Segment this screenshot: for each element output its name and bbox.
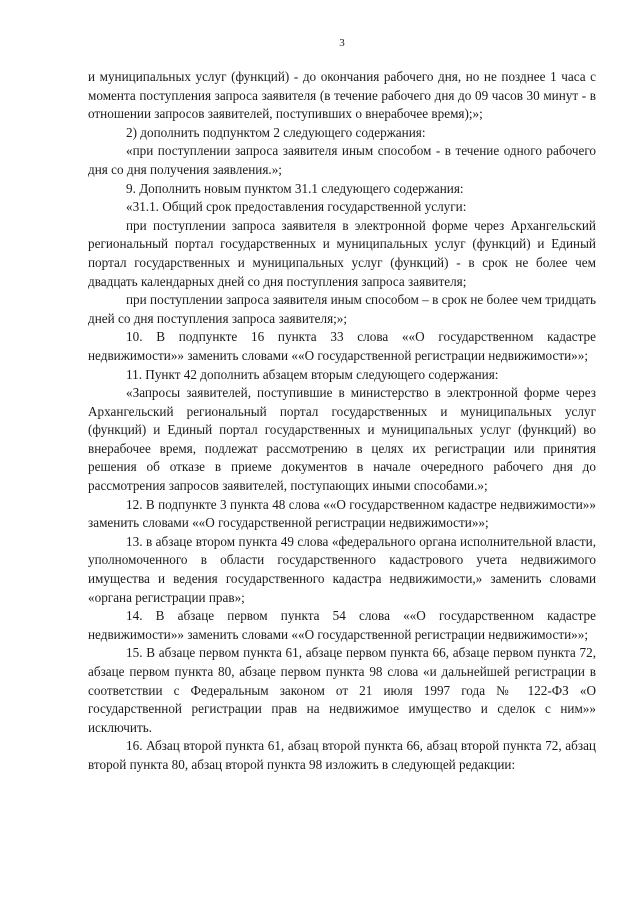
paragraph: при поступлении запроса заявителя иным способом – в срок не более чем тридцать дней со дня поступления запроса заявителя;»;	[88, 292, 597, 326]
document-body	[88, 68, 596, 775]
paragraph: 14. В абзаце первом пункта 54 слова ««О государственном кадастре недвижимости»» заменить словами ««О государственной регистрации недвижимости»»;	[88, 608, 596, 642]
page-number: 3	[339, 37, 345, 49]
paragraph: 12. В подпункте 3 пункта 48 слова ««О государственном кадастре недвижимости»» заменить словами ««О государственной регистрации недвижимости»»;	[88, 496, 596, 531]
paragraph: 9. Дополнить новым пунктом 31.1 следующего содержания:	[126, 180, 464, 196]
paragraph: и муниципальных услуг (функций) - до окончания рабочего дня, но не позднее 1 часа с момента поступления запроса заявителя (в течение рабочего дня до 09 часов 30 минут - в отношении запросов заявителей, поступивших о внерабочее время);»;	[88, 69, 596, 122]
paragraph: 15. В абзаце первом пункта 61, абзаце первом пункта 66, абзаце первом пункта 72, абзаце первом пункта 80, абзаце первом пункта 98 слова «и дальнейшей регистрации в соответствии с Федеральным законом от 21 июля 1997 года № 122-ФЗ «О государственной регистрации прав на недвижимое имущество и сделок с ним»» исключить.	[88, 645, 596, 735]
paragraph: 13. в абзаце втором пункта 49 слова «федерального органа исполнительной власти, уполномоченного в области государственного кадастрового учета недвижимого имущества и ведения государственного кадастра недвижимости,» заменить словами «органа регистрации прав»;	[88, 533, 596, 605]
paragraph: «Запросы заявителей, поступившие в министерство в электронной форме через Архангельский региональный портал государственных и муниципальных услуг (функций) и Единый портал государственных и муниципальных услуг (функций) во внерабочее время, подлежат рассмотрению в целях их регистрации или принятия решения об отказе в приеме документов в начале очередного рабочего дня до рассмотрения запросов заявителей, поступающих иными способами.»;	[88, 385, 596, 494]
paragraph: «31.1. Общий срок предоставления государственной услуги:	[126, 199, 467, 215]
paragraph: 10. В подпункте 16 пункта 33 слова ««О государственном кадастре недвижимости»» заменить словами ««О государственной регистрации недвижимости»»;	[88, 329, 596, 363]
paragraph: при поступлении запроса заявителя в электронной форме через Архангельский региональный портал государственных и муниципальных услуг (функций) и Единый портал государственных и муниципальных услуг (функций) - в срок не более чем двадцать календарных дней со дня поступления запроса заявителя;	[88, 217, 596, 289]
paragraph: 11. Пункт 42 дополнить абзацем вторым следующего содержания:	[126, 366, 499, 382]
paragraph: «при поступлении запроса заявителя иным способом - в течение одного рабочего дня со дня получения заявления.»;	[88, 143, 596, 177]
paragraph: 2) дополнить подпунктом 2 следующего содержания:	[126, 124, 426, 140]
paragraph: 16. Абзац второй пункта 61, абзац второй пункта 66, абзац второй пункта 72, абзац второй пункта 80, абзац второй пункта 98 изложить в следующей редакции:	[88, 738, 596, 772]
